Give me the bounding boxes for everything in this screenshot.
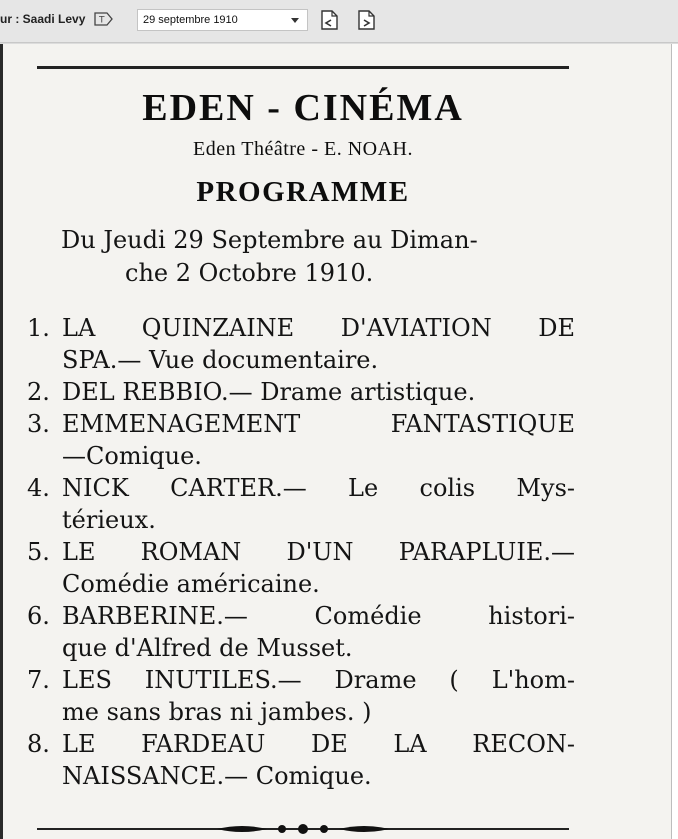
item-line: que d'Alfred de Musset. <box>62 634 353 662</box>
list-item <box>27 376 575 408</box>
item-line: NAISSANCE.— Comique. <box>62 762 372 790</box>
text-mode-icon[interactable] <box>93 12 113 26</box>
item-line: térieux. <box>62 506 156 534</box>
article-title: EDEN - CINÉMA <box>142 87 464 129</box>
program-dates <box>61 224 581 290</box>
next-page-icon[interactable] <box>355 8 377 32</box>
item-line: LE FARDEAU DE LA RECON- <box>62 730 575 758</box>
item-line: SPA.— Vue documentaire. <box>62 346 379 374</box>
item-number: 6. <box>27 602 50 630</box>
item-line: NICK CARTER.— Le colis Mys- <box>62 474 575 502</box>
right-edge <box>671 44 678 839</box>
newspaper-page <box>0 44 672 839</box>
svg-text:T: T <box>99 15 105 26</box>
item-number: 4. <box>27 474 50 502</box>
list-item <box>27 728 575 792</box>
item-line: LES INUTILES.— Drame ( L'hom- <box>62 666 575 694</box>
list-item <box>27 408 575 472</box>
list-item <box>27 312 575 376</box>
list-item <box>27 600 575 664</box>
article-heading: PROGRAMME <box>196 176 410 208</box>
date-select[interactable] <box>137 9 308 31</box>
top-rule <box>37 66 569 69</box>
item-line: Comédie américaine. <box>62 570 320 598</box>
item-line: EMMENAGEMENT FANTASTIQUE <box>62 410 575 438</box>
author-label: ur : Saadi Levy <box>0 12 86 26</box>
viewer-toolbar <box>0 0 678 43</box>
item-line: LA QUINZAINE D'AVIATION DE <box>62 314 575 342</box>
item-line: DEL REBBIO.— Drame artistique. <box>62 378 476 406</box>
article-subtitle: Eden Théâtre - E. NOAH. <box>193 138 413 160</box>
item-number: 2. <box>27 378 50 406</box>
chevron-down-icon <box>291 18 299 23</box>
dates-line-1: Du Jeudi 29 Septembre au Diman- <box>61 226 478 254</box>
item-line: LE ROMAN D'UN PARAPLUIE.— <box>62 538 575 566</box>
date-select-value: 29 septembre 1910 <box>143 14 238 26</box>
dates-line-2: che 2 Octobre 1910. <box>125 259 374 287</box>
item-line: me sans bras ni jambes. ) <box>62 698 372 726</box>
item-number: 3. <box>27 410 50 438</box>
list-item <box>27 536 575 600</box>
program-list <box>27 312 575 792</box>
list-item <box>27 664 575 728</box>
previous-page-icon[interactable] <box>318 8 340 32</box>
item-number: 7. <box>27 666 50 694</box>
item-line: BARBERINE.— Comédie histori- <box>62 602 575 630</box>
item-line: —Comique. <box>62 442 202 470</box>
item-number: 1. <box>27 314 50 342</box>
item-number: 5. <box>27 538 50 566</box>
bottom-ornament-rule <box>37 822 569 836</box>
item-number: 8. <box>27 730 50 758</box>
list-item <box>27 472 575 536</box>
